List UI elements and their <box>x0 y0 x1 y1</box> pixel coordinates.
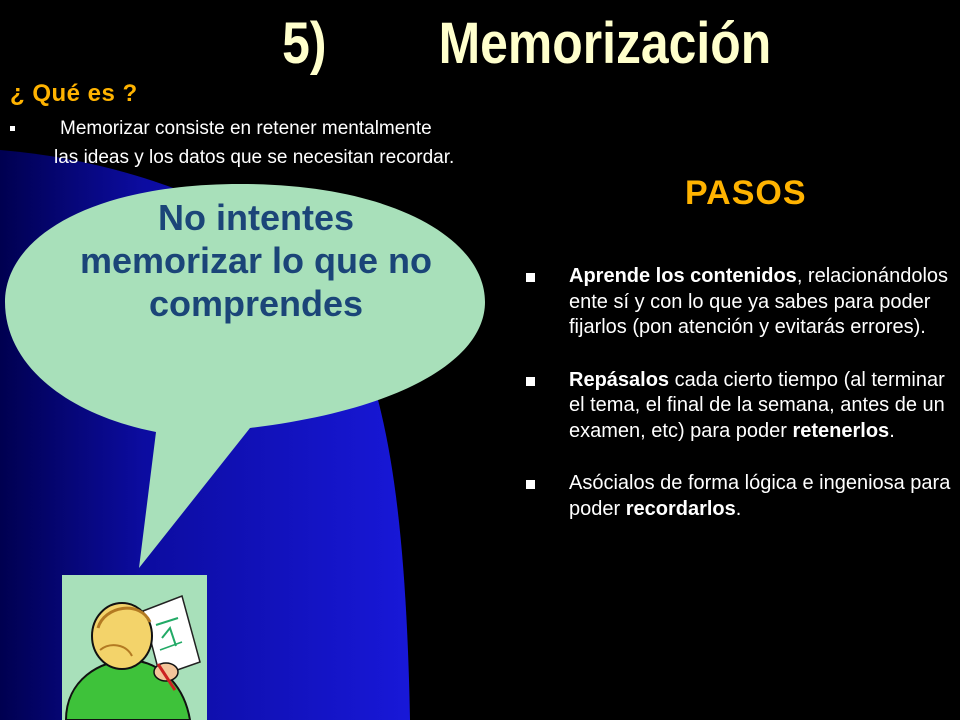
step-2-bold-end: retenerlos <box>792 419 890 442</box>
step-3-bold: recordarlos <box>625 497 736 520</box>
speech-bubble-text: No intentes memorizar lo que no comprendes <box>79 197 433 324</box>
steps-list <box>526 264 956 549</box>
bullet-square-icon <box>526 273 535 282</box>
bullet-square-icon <box>526 377 535 386</box>
step-1-text: , relacionándolos ente sí y con lo que ya sabes para poder fijarlos (pon atención y evitarás errores). <box>569 265 949 338</box>
page-title <box>0 4 826 84</box>
step-item <box>526 368 956 445</box>
step-3-end: . <box>735 497 742 520</box>
title-word: Memorización <box>438 11 772 76</box>
bullet-square-icon <box>526 480 535 489</box>
step-2-end: . <box>889 419 895 442</box>
step-2-text: cada cierto tiempo (al terminar el tema, el final de la semana, antes de un examen, etc) para poder <box>569 368 945 442</box>
student-writing-clipart-icon <box>62 575 207 720</box>
step-item <box>526 264 956 341</box>
question-heading: ¿ Qué es ? <box>10 80 138 107</box>
pasos-heading: PASOS <box>685 174 807 212</box>
step-item <box>526 471 956 522</box>
step-3-text: Asócialos de forma lógica e ingeniosa para poder <box>569 472 951 520</box>
definition-line-1: Memorizar consiste en retener mentalmente <box>60 118 432 139</box>
title-number: 5) <box>282 11 327 76</box>
definition-line-2: las ideas y los datos que se necesitan recordar. <box>54 147 455 168</box>
step-2-bold: Repásalos <box>569 368 670 391</box>
step-1-bold: Aprende los contenidos <box>569 265 797 287</box>
definition-bullet-icon <box>10 126 15 131</box>
